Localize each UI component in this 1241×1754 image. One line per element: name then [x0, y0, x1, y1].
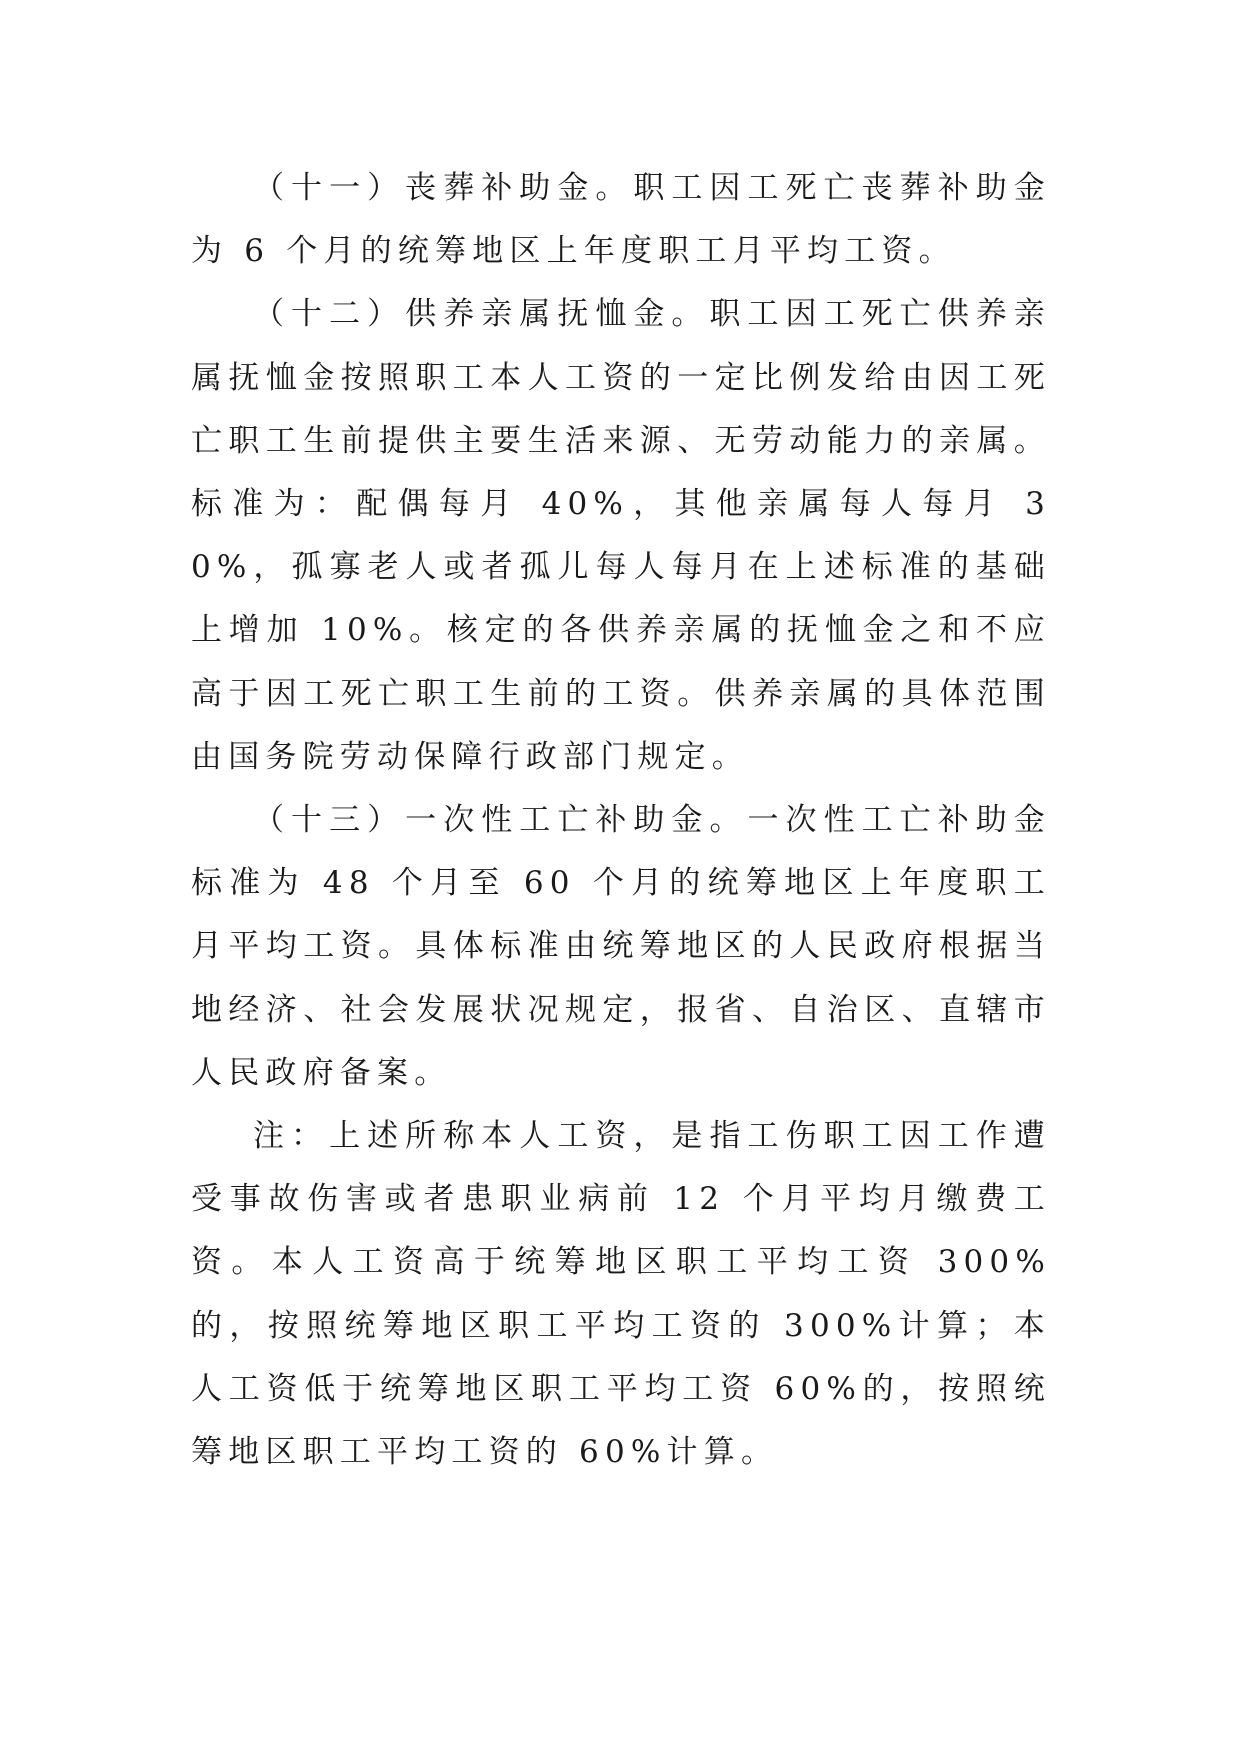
paragraph-lump-sum-subsidy: （十三）一次性工亡补助金。一次性工亡补助金标准为 48 个月至 60 个月的统筹地区上年度职工月平均工资。具体标准由统筹地区的人民政府根据当地经济、社会发展状况规定，报省、自治区、直辖市人民政府备案。 [191, 802, 1051, 1091]
document-body [191, 157, 1051, 1484]
paragraph-funeral-subsidy: （十一）丧葬补助金。职工因工死亡丧葬补助金为 6 个月的统筹地区上年度职工月平均工资。 [191, 170, 1051, 270]
paragraph-dependents-pension: （十二）供养亲属抚恤金。职工因工死亡供养亲属抚恤金按照职工本人工资的一定比例发给由因工死亡职工生前提供主要生活来源、无劳动能力的亲属。标准为：配偶每月 40%，其他亲属每人每月 30%，孤寡老人或者孤儿每人每月在上述标准的基础上增加 10%。核定的各供养亲属的抚恤金之和不应高于因工死亡职工生前的工资。供养亲属的具体范围由国务院劳动保障行政部门规定。 [191, 296, 1051, 775]
paragraph-note: 注：上述所称本人工资，是指工伤职工因工作遭受事故伤害或者患职业病前 12 个月平均月缴费工资。本人工资高于统筹地区职工平均工资 300%的，按照统筹地区职工平均工资的 300%计算；本人工资低于统筹地区职工平均工资 60%的，按照统筹地区职工平均工资的 60%计算。 [191, 1118, 1051, 1471]
